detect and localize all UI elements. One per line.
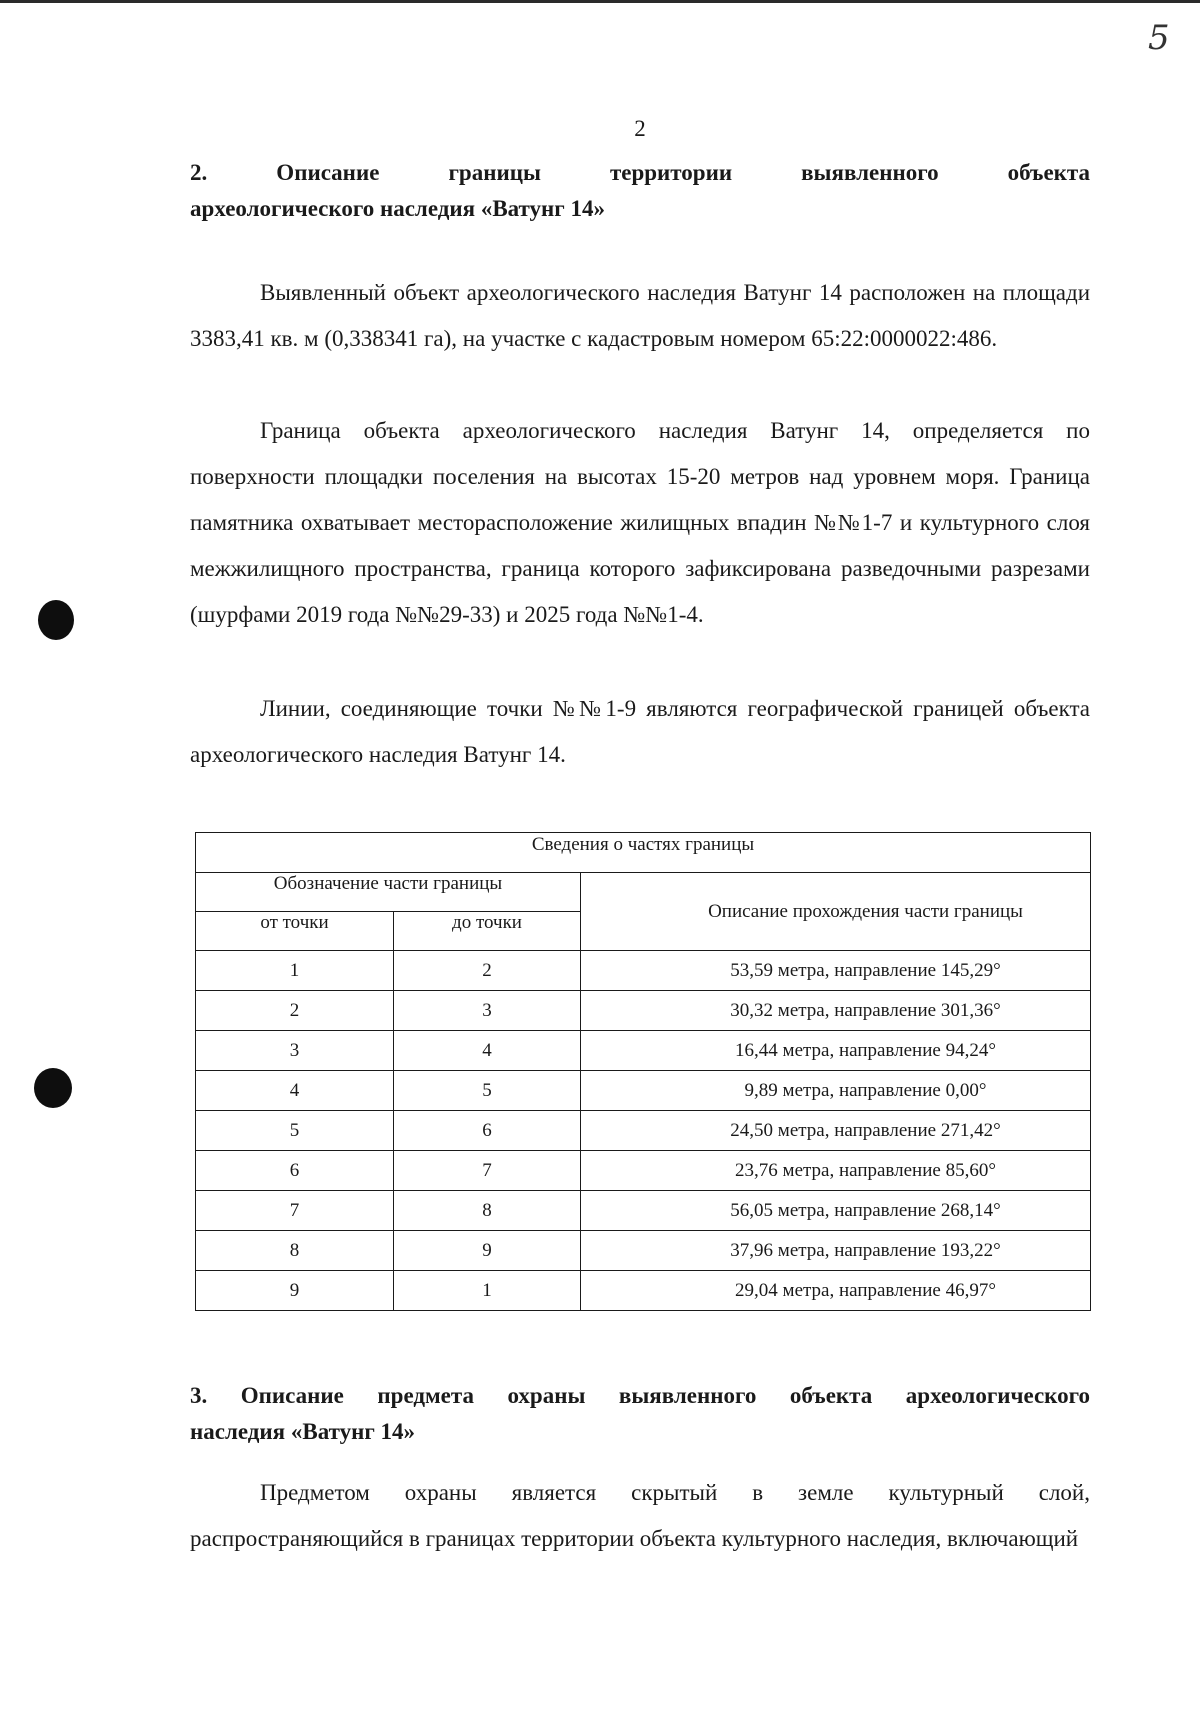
cell-description: 23,76 метра, направление 85,60° [581, 1151, 1091, 1191]
table-row [196, 991, 1091, 1031]
cell-to: 1 [394, 1271, 581, 1311]
table-row [196, 1151, 1091, 1191]
cell-from: 1 [196, 951, 394, 991]
cell-description: 29,04 метра, направление 46,97° [581, 1271, 1091, 1311]
table-row [196, 1271, 1091, 1311]
section-2-heading-line1: 2. Описание границы территории выявленного объекта [190, 160, 1090, 185]
cell-description: 16,44 метра, направление 94,24° [581, 1031, 1091, 1071]
cell-from: 5 [196, 1111, 394, 1151]
section-3-heading-line1: 3. Описание предмета охраны выявленного объекта археологического [190, 1383, 1090, 1408]
cell-description: 9,89 метра, направление 0,00° [581, 1071, 1091, 1111]
section-3-heading [190, 1378, 1090, 1450]
cell-description: 37,96 метра, направление 193,22° [581, 1231, 1091, 1271]
table-row [196, 951, 1091, 991]
cell-to: 6 [394, 1111, 581, 1151]
cell-to: 2 [394, 951, 581, 991]
table-header-description: Описание прохождения части границы [581, 873, 1091, 951]
cell-from: 4 [196, 1071, 394, 1111]
cell-to: 4 [394, 1031, 581, 1071]
section-3-heading-line2: наследия «Ватунг 14» [190, 1419, 416, 1444]
table-row [196, 1111, 1091, 1151]
table-header-to: до точки [394, 912, 581, 951]
cell-from: 2 [196, 991, 394, 1031]
boundary-table [195, 832, 1091, 1311]
cell-to: 5 [394, 1071, 581, 1111]
cell-description: 30,32 метра, направление 301,36° [581, 991, 1091, 1031]
cell-to: 8 [394, 1191, 581, 1231]
cell-description: 56,05 метра, направление 268,14° [581, 1191, 1091, 1231]
punch-hole-top [38, 600, 74, 640]
cell-to: 9 [394, 1231, 581, 1271]
paragraph-protection: Предметом охраны является скрытый в земле культурный слой, распространяющийся в границах территории объекта культурного наследия, включающий [190, 1480, 1090, 1551]
punch-hole-bottom [34, 1068, 72, 1108]
cell-description: 24,50 метра, направление 271,42° [581, 1111, 1091, 1151]
cell-to: 3 [394, 991, 581, 1031]
table-caption: Сведения о частях границы [196, 833, 1091, 873]
cell-from: 7 [196, 1191, 394, 1231]
handwritten-page-number: 5 [1148, 18, 1170, 58]
paragraph-lines: Линии, соединяющие точки №№1-9 являются географической границей объекта археологического наследия Ватунг 14. [190, 696, 1090, 767]
section-2-heading-line2: археологического наследия «Ватунг 14» [190, 196, 605, 221]
cell-from: 9 [196, 1271, 394, 1311]
cell-from: 8 [196, 1231, 394, 1271]
paragraph-boundary: Граница объекта археологического наследия Ватунг 14, определяется по поверхности площадки поселения на высотах 15-20 метров над уровнем моря. Граница памятника охватывает месторасположение жилищных впадин №№1-7 и культурного слоя межжилищного пространства, граница которого зафиксирована разведочными разрезами (шурфами 2019 года №№29-33) и 2025 года №№1-4. [190, 418, 1090, 627]
scan-edge-line [0, 0, 1200, 3]
cell-from: 6 [196, 1151, 394, 1191]
cell-to: 7 [394, 1151, 581, 1191]
table-header-from: от точки [196, 912, 394, 951]
cell-description: 53,59 метра, направление 145,29° [581, 951, 1091, 991]
table-row [196, 1191, 1091, 1231]
page-number: 2 [634, 116, 646, 141]
paragraph-location: Выявленный объект археологического наследия Ватунг 14 расположен на площади 3383,41 кв. м (0,338341 га), на участке с кадастровым номером 65:22:0000022:486. [190, 280, 1090, 351]
table-group-header: Обозначение части границы [196, 873, 581, 912]
table-row [196, 1071, 1091, 1111]
table-row [196, 1231, 1091, 1271]
table-row [196, 1031, 1091, 1071]
cell-from: 3 [196, 1031, 394, 1071]
section-2-heading [190, 155, 1090, 227]
